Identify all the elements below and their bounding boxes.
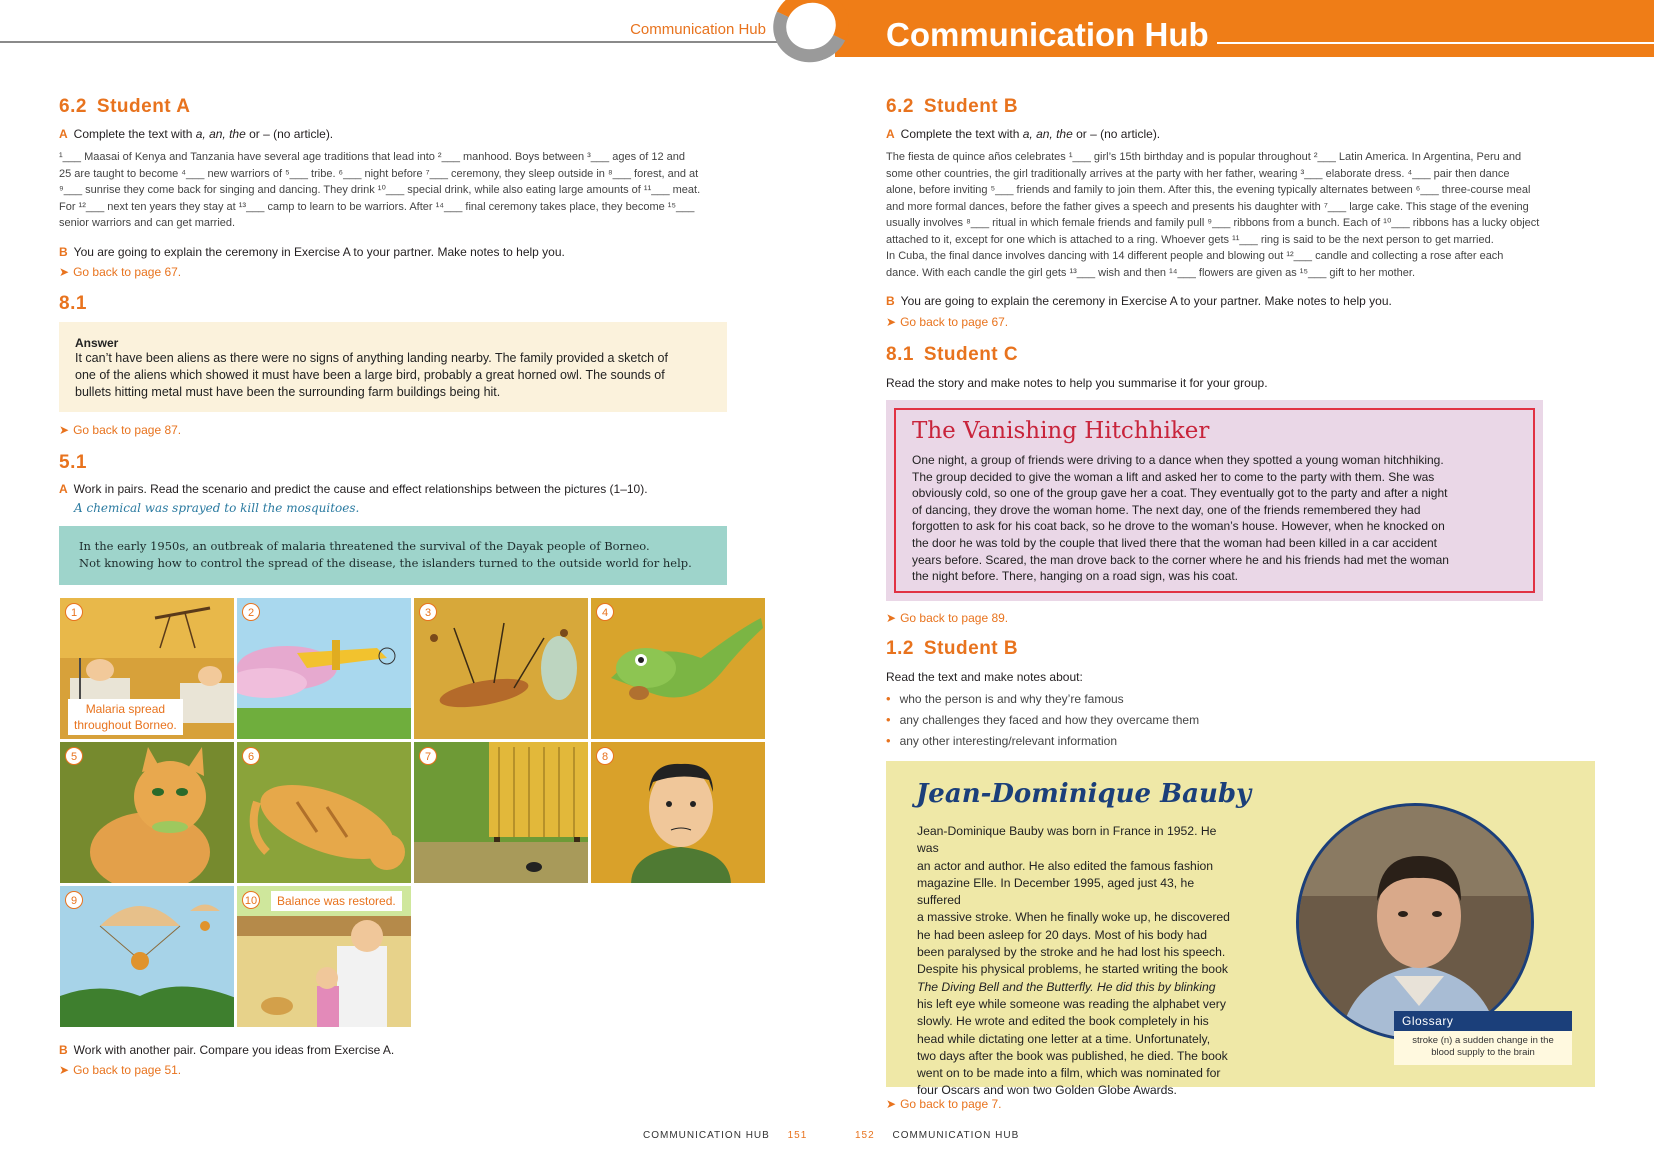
arrow-right-icon: ➤: [59, 423, 70, 437]
bio-line: slowly. He wrote and edited the book completely in his: [917, 1014, 1209, 1029]
bio-line: an actor and author. He also edited the famous fashion: [917, 858, 1214, 873]
panel-number: 2: [242, 603, 260, 621]
dead-cat-illustration: [237, 742, 412, 884]
list-item: • any challenges they faced and how they overcame them: [886, 712, 1199, 733]
text-line: For ¹²___ next ten years they stay at ¹³___ camp to learn to be warriors. After ¹⁴___ final ceremony takes place, they become ¹⁵___: [59, 200, 695, 213]
scenario-box: [59, 526, 727, 585]
panel-number: 5: [65, 747, 83, 765]
instruction-text: Complete the text with: [73, 127, 196, 141]
cat-eating-gecko-illustration: [60, 742, 235, 884]
page-number: 152: [855, 1130, 875, 1141]
section-title: Student B: [923, 638, 1019, 659]
panel-number: 3: [419, 603, 437, 621]
panel-number: 8: [596, 747, 614, 765]
bio-line: a massive stroke. When he finally woke up, he discovered: [917, 910, 1230, 925]
footer-right: [855, 1130, 1019, 1141]
story-box: [886, 400, 1543, 601]
comic-panel-10: [236, 885, 412, 1028]
story-line: forgotten to ask for his coat back, so he drove to the woman’s house. However, when he knocked on: [912, 519, 1445, 534]
text-line: and more formal dances, before the father gives a speech and presents his daughter with ⁷___ large cake. This stage of the evening: [886, 200, 1529, 213]
text-line: 25 are taught to become ⁴___ new warriors of ⁵___ tribe. ⁶___ night before ⁷___ ceremony, they sleep outside in ⁸___ forest, and at: [59, 167, 699, 180]
list-item: • who the person is and why they’re famous: [886, 691, 1199, 712]
section-number: 5.1: [59, 452, 87, 473]
section-number: 8.1: [59, 293, 87, 314]
comic-panel-8: [590, 741, 766, 884]
biography-title: Jean-Dominique Bauby: [916, 779, 1252, 809]
section-1-2-student-b-heading: [886, 638, 1018, 660]
go-back-link-7[interactable]: [886, 1097, 1001, 1111]
go-back-label: Go back to page 89.: [900, 611, 1009, 625]
story-title: The Vanishing Hitchhiker: [912, 418, 1210, 444]
comic-panel-2: [236, 597, 412, 740]
dead-mosquito-illustration: [414, 598, 589, 740]
header-ring-graphic: [763, 0, 859, 73]
comic-panel-5: [59, 741, 235, 884]
instruction-b: [59, 245, 565, 259]
comic-panel-3: [413, 597, 589, 740]
go-back-link-67[interactable]: [59, 265, 181, 279]
bio-line: head while dictating one letter at a time. Unfortunately,: [917, 1031, 1211, 1046]
glossary-line: stroke (n) a sudden change in the: [1412, 1035, 1554, 1046]
story-line: obviously cold, so one of the group gave her a coat. They eventually got to the party and after a night: [912, 486, 1448, 501]
story-line: One night, a group of friends were driving to a dance when they spotted a young woman hitchhiking.: [912, 453, 1444, 467]
panel-caption: [68, 699, 183, 735]
section-6-2-student-b-heading: [886, 96, 1018, 118]
bio-line: Despite his physical problems, he started writing the book: [917, 962, 1228, 977]
text-line: senior warriors and can get married.: [59, 217, 236, 229]
story-line: years before. Scared, the man drove back to the corner where he and his friends had met the woman: [912, 552, 1449, 567]
gap-fill-text-quinceanera: [886, 149, 1586, 281]
header-right-title: Communication Hub: [886, 16, 1217, 54]
section-title: Student A: [96, 96, 191, 117]
section-number: 6.2: [59, 96, 87, 117]
instruction-letter: B: [886, 294, 895, 308]
biography-box: [886, 761, 1595, 1098]
list-item: • any other interesting/relevant information: [886, 733, 1199, 754]
section-5-1-heading: [59, 452, 87, 474]
example-answer: A chemical was sprayed to kill the mosquitoes.: [74, 501, 360, 515]
story-line: the door he was told by the couple that lived there that the woman had been killed in a car accident: [912, 535, 1437, 550]
instruction-letter: A: [886, 127, 895, 141]
story-text: [912, 452, 1517, 585]
footer-label: COMMUNICATION HUB: [643, 1130, 770, 1141]
biography-text: [917, 823, 1239, 1100]
instruction-text: Read the story and make notes to help you summarise it for your group.: [886, 376, 1268, 390]
arrow-right-icon: ➤: [886, 1097, 897, 1111]
instruction-text: Work in pairs. Read the scenario and predict the cause and effect relationships between the pictures (1–10).: [73, 482, 648, 496]
story-line: of dancing, they drove the woman home. The next day, one of the friends remembered they had: [912, 502, 1421, 517]
instruction-a: [59, 482, 648, 496]
portrait-illustration: [1299, 806, 1534, 1041]
instruction-text: Read the text and make notes about:: [886, 670, 1083, 684]
notes-bullet-list: [886, 691, 1199, 754]
section-6-2-student-a-heading: [59, 96, 190, 118]
text-line: dance. With each candle the girl gets ¹³___ wish and then ¹⁴___ flowers are given as ¹⁵___ gift to her mother.: [886, 266, 1416, 279]
section-title: Student B: [923, 96, 1019, 117]
page-number: 151: [787, 1130, 808, 1141]
instruction-text: Complete the text with: [900, 127, 1023, 141]
answer-text: [75, 350, 711, 401]
go-back-label: Go back to page 7.: [900, 1097, 1002, 1111]
instruction-letter: A: [59, 127, 68, 141]
instruction-letter: B: [59, 245, 68, 259]
comic-panel-7: [413, 741, 589, 884]
text-line: ⁹___ sunrise they come back for singing and dancing. They drink ¹⁰___ special drink, while also eating large amounts of ¹¹___ meat.: [59, 184, 701, 196]
caption-line: throughout Borneo.: [74, 718, 177, 732]
instruction-emphasis: a, an, the: [195, 127, 246, 141]
gecko-eating-insect-illustration: [591, 598, 766, 740]
bio-line: he had been asleep for 20 days. Most of his body had: [917, 927, 1207, 942]
footer-left: [643, 1130, 807, 1141]
instruction-text: You are going to explain the ceremony in Exercise A to your partner. Make notes to help you.: [900, 294, 1392, 308]
bio-line: went on to be made into a film, which was nominated for: [917, 1066, 1221, 1081]
scenario-line: Not knowing how to control the spread of the disease, the islanders turned to the outside world for help.: [79, 556, 692, 570]
scenario-line: In the early 1950s, an outbreak of malaria threatened the survival of the Dayak people of Borneo.: [79, 539, 650, 553]
go-back-link-87[interactable]: [59, 423, 181, 437]
story-line: the night before. There, hanging on a road sign, was his coat.: [912, 569, 1238, 584]
answer-box: [59, 322, 727, 412]
answer-line: It can’t have been aliens as there were no signs of anything landing nearby. The family provided a sketch of: [75, 351, 668, 365]
panel-number: 6: [242, 747, 260, 765]
section-number: 6.2: [886, 96, 914, 117]
instruction-b: [59, 1043, 394, 1057]
answer-title: Answer: [75, 336, 119, 350]
instruction-b: [886, 294, 1392, 308]
instruction-text: You are going to explain the ceremony in Exercise A to your partner. Make notes to help you.: [73, 245, 565, 259]
gap-fill-text-maasai: [59, 149, 739, 232]
instruction-text: Work with another pair. Compare you ideas from Exercise A.: [73, 1043, 395, 1057]
comic-panel-4: [590, 597, 766, 740]
story-box-border: [894, 408, 1535, 593]
header-band-rule: [1215, 42, 1654, 44]
bio-line: two days after the book was published, he died. The book: [917, 1048, 1228, 1063]
go-back-label: Go back to page 67.: [900, 315, 1009, 329]
panel-number: 4: [596, 603, 614, 621]
comic-panel-9: [59, 885, 235, 1028]
section-title: Student C: [923, 344, 1019, 365]
text-line: alone, before inviting ⁵___ friends and family to join them. After this, the evening typically alternates between ⁶___ three-course meal: [886, 184, 1531, 196]
answer-line: bullets hitting metal must have been the surrounding farm buildings being hit.: [75, 385, 501, 399]
go-back-link-89[interactable]: [886, 611, 1008, 625]
section-number: 8.1: [886, 344, 914, 365]
caption-line: Malaria spread: [85, 702, 166, 716]
glossary-line: blood supply to the brain: [1431, 1047, 1535, 1058]
text-line: some other countries, the girl traditionally arrives at the party with her father, wearing ³___ elaborate dress. ⁴___ pair then dance: [886, 167, 1510, 180]
go-back-label: Go back to page 51.: [73, 1063, 182, 1077]
bio-line: Jean-Dominique Bauby was born in France in 1952. He was: [917, 824, 1217, 856]
worried-man-illustration: [591, 742, 766, 884]
bio-line: magazine Elle. In December 1995, aged just 43, he suffered: [917, 875, 1195, 908]
go-back-link-51[interactable]: [59, 1063, 181, 1077]
bio-line: been paralysed by the stroke and he had lost his speech.: [917, 945, 1226, 960]
instruction-a: [59, 127, 333, 141]
glossary-title: Glossary: [1394, 1011, 1572, 1031]
panel-caption: Balance was restored.: [271, 891, 402, 911]
house-on-stilts-with-rats-illustration: [414, 742, 589, 884]
crop-duster-plane-illustration: [237, 598, 412, 740]
text-line: ¹___ Maasai of Kenya and Tanzania have several age traditions that lead into ²___ manhood. Boys between ³___ ages of 12 and: [59, 151, 686, 163]
panel-number: 7: [419, 747, 437, 765]
go-back-link-67[interactable]: [886, 315, 1008, 329]
panel-number: 10: [242, 891, 260, 909]
header-rule-left: [0, 41, 792, 43]
section-8-1-heading: [59, 293, 87, 315]
portrait-photo: [1296, 803, 1534, 1041]
instruction-emphasis: a, an, the: [1022, 127, 1073, 141]
answer-line: one of the aliens which showed it must have been a large bird, probably a great horned owl. The sounds of: [75, 368, 665, 382]
text-line: The fiesta de quince años celebrates ¹___ girl’s 15th birthday and is popular throughout ²___ Latin America. In Argentina, Peru and: [886, 151, 1522, 163]
instruction-text: or – (no article).: [1072, 127, 1161, 141]
text-line: In Cuba, the final dance involves dancing with 14 different people and blowing out ¹²___ candle and collecting a rose after each: [886, 250, 1504, 262]
text-line: usually involves ⁸___ ritual in which female friends and family pull ⁹___ ribbons from a bunch. Each of ¹⁰___ ribbons has a lucky object: [886, 217, 1540, 229]
story-line: The group decided to give the woman a lift and asked her to come to the party with them. She was: [912, 469, 1435, 484]
glossary-entry: [1394, 1031, 1572, 1065]
glossary-box: [1394, 1011, 1572, 1065]
arrow-right-icon: ➤: [59, 265, 70, 279]
go-back-label: Go back to page 87.: [73, 423, 182, 437]
footer-label: COMMUNICATION HUB: [892, 1130, 1020, 1141]
panel-number: 1: [65, 603, 83, 621]
instruction-text: or – (no article).: [245, 127, 334, 141]
instruction-letter: A: [59, 482, 68, 496]
arrow-right-icon: ➤: [886, 315, 897, 329]
section-8-1-student-c-heading: [886, 344, 1018, 366]
cats-parachuted-illustration: [60, 886, 235, 1028]
comic-panel-1: [59, 597, 235, 740]
arrow-right-icon: ➤: [886, 611, 897, 625]
bio-line: The Diving Bell and the Butterfly. He did this by blinking: [917, 979, 1216, 994]
instruction-letter: B: [59, 1043, 68, 1057]
bio-line: four Oscars and won two Golden Globe Awards.: [917, 1083, 1177, 1098]
bio-line: his left eye while someone was reading the alphabet very: [917, 996, 1226, 1011]
comic-panel-6: [236, 741, 412, 884]
text-line: attached to it, except for one which is attached to a ring. Whoever gets ¹¹___ ring is said to be the next person to get married.: [886, 233, 1494, 246]
section-number: 1.2: [886, 638, 914, 659]
header-left-title: Communication Hub: [630, 21, 766, 38]
arrow-right-icon: ➤: [59, 1063, 70, 1077]
panel-number: 9: [65, 891, 83, 909]
go-back-label: Go back to page 67.: [73, 265, 182, 279]
instruction-a: [886, 127, 1160, 141]
